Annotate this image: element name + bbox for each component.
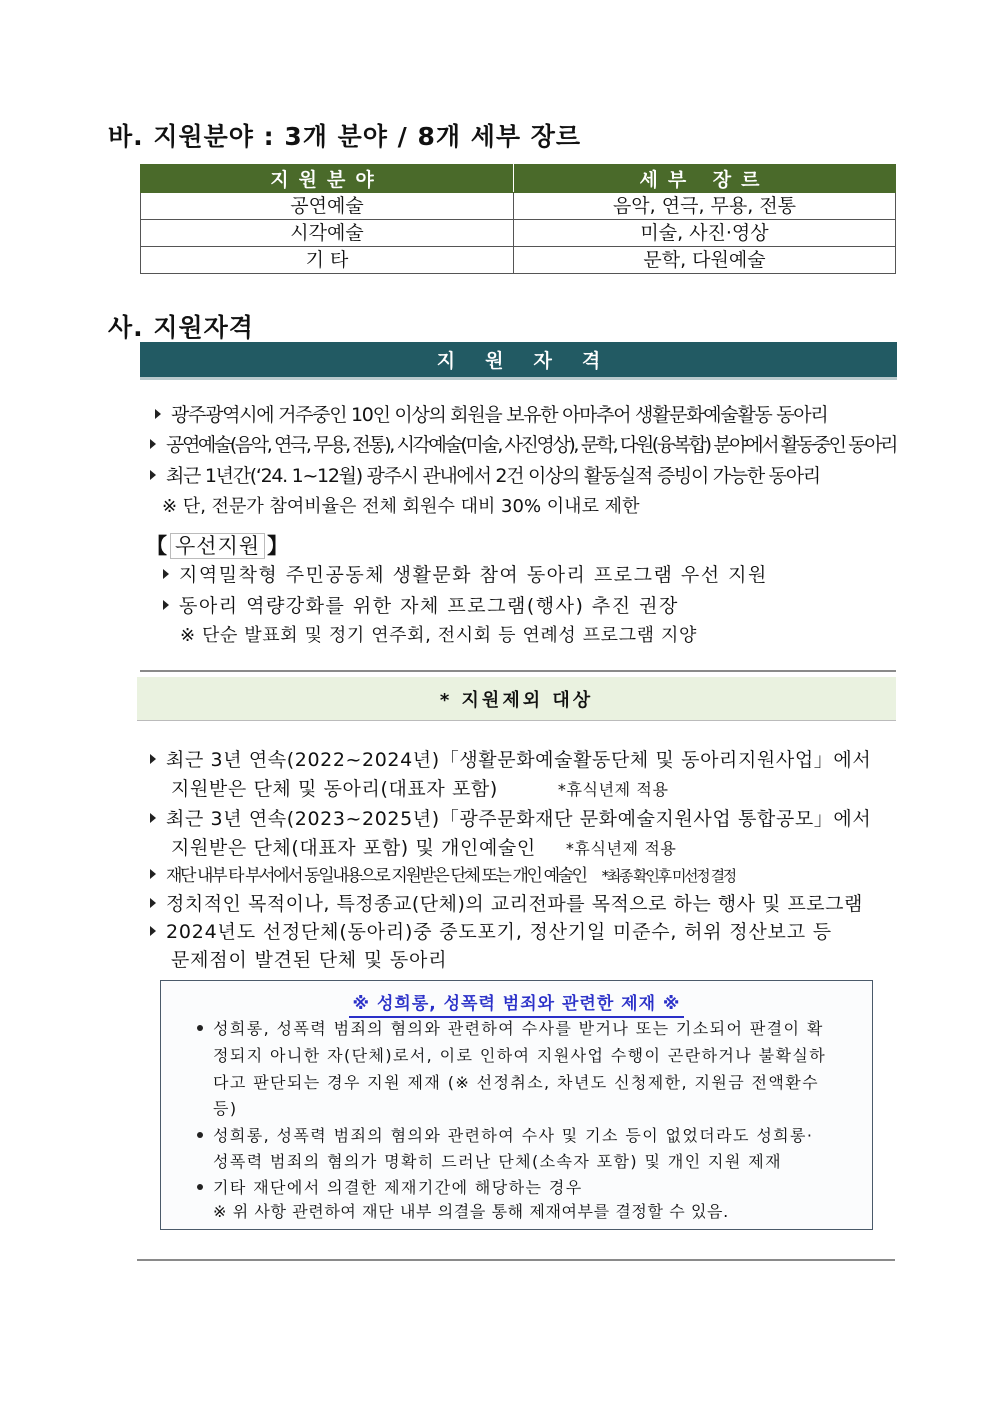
triangle-bullet-icon [150,470,156,480]
table-cell-genre: 문학, 다원예술 [514,247,896,274]
priority-heading [146,533,289,559]
harassment-text: 성희롱, 성폭력 범죄의 혐의와 관련하여 수사 및 기소 등이 없었더라도 성희롱· [213,1126,814,1145]
exclusion-heading: * 지원제외 대상 [137,677,896,721]
exclusion-item-continued: 문제점이 발견된 단체 및 동아리 [171,949,448,971]
table-cell-genre: 음악, 연극, 무용, 전통 [514,193,896,220]
harassment-text: 다고 판단되는 경우 지원 제재 (※ 선정취소, 차년도 신청제한, 지원금 전액환수 [213,1073,819,1092]
harassment-bullet [197,1125,813,1147]
triangle-bullet-icon [163,600,169,610]
exclusion-item-note: *휴식년제 적용 [565,839,677,858]
exclusion-item-text: 지원받은 단체 및 동아리(대표자 포함) [171,778,498,800]
table-row [141,193,896,220]
exclusion-item-continued [171,777,669,802]
priority-bracket-close: 】 [267,534,290,558]
table-cell-field: 공연예술 [141,193,514,220]
qualification-item-text: 광주광역시에 거주중인 10인 이상의 회원을 보유한 아마추어 생활문화예술활동 동아리 [171,404,828,426]
priority-item-text: 지역밀착형 주민공동체 생활문화 참여 동아리 프로그램 우선 지원 [179,564,768,586]
triangle-bullet-icon [155,409,161,419]
exclusion-item [150,807,871,831]
exclusion-item-text: 재단 내부 타 부서에서 동일내용으로 지원받은 단체 또는 개인 예술인 [166,866,586,886]
exclusion-item-continued [171,836,676,861]
exclusion-item-note: *휴식년제 적용 [557,780,669,799]
harassment-text: 기타 재단에서 의결한 제재기간에 해당하는 경우 [213,1178,583,1197]
table-header-genre: 세부 장르 [514,165,896,193]
priority-item-text: 동아리 역량강화를 위한 자체 프로그램(행사) 추진 권장 [179,595,679,617]
qualification-item [150,464,820,488]
table-row [141,247,896,274]
table-header-row [141,165,896,193]
harassment-sanction-box [160,980,873,1230]
triangle-bullet-icon [163,569,169,579]
table-cell-genre: 미술, 사진·영상 [514,220,896,247]
harassment-title [161,989,872,1014]
section-title-support-field: 바. 지원분야 : 3개 분야 / 8개 세부 장르 [108,122,581,151]
harassment-text: 성희롱, 성폭력 범죄의 혐의와 관련하여 수사를 받거나 또는 기소되어 판결이 확 [213,1019,824,1038]
exclusion-item-text: 정치적인 목적이나, 특정종교(단체)의 교리전파를 목적으로 하는 행사 및 프로그램 [166,893,863,915]
harassment-text: 등) [213,1099,238,1118]
qualification-item [155,403,827,427]
exclusion-item-text: 최근 3년 연속(2023~2025년)「광주문화재단 문화예술지원사업 통합공모」에서 [166,808,872,830]
qualification-item-text: 공연예술(음악, 연극, 무용, 전통), 시각예술(미술, 사진영상), 문학, 다원(융복합) 분야에서 활동중인 동아리 [166,434,897,456]
triangle-bullet-icon [150,926,156,936]
triangle-bullet-icon [150,754,156,764]
priority-item [163,594,679,618]
triangle-bullet-icon [150,869,156,879]
bullet-dot-icon [197,1025,203,1031]
harassment-text: 성폭력 범죄의 혐의가 명확히 드러난 단체(소속자 포함) 및 개인 지원 제재 [213,1152,782,1171]
section-title-qualification: 사. 지원자격 [108,313,254,342]
harassment-title-text: ※ 성희롱, 성폭력 범죄와 관련한 제재 ※ [349,994,685,1018]
exclusion-item [150,920,832,944]
exclusion-item-note: *최종 확인후 미선정 결정 [601,867,735,885]
divider [140,670,896,672]
support-field-table [140,164,896,274]
table-header-field: 지원분야 [141,165,514,193]
triangle-bullet-icon [150,439,156,449]
exclusion-item [150,748,871,772]
table-row [141,220,896,247]
exclusion-item [150,864,735,888]
exclusion-item-text: 지원받은 단체(대표자 포함) 및 개인예술인 [171,837,536,859]
qualification-note: ※ 단, 전문가 참여비율은 전체 회원수 대비 30% 이내로 제한 [162,496,640,517]
bullet-dot-icon [197,1132,203,1138]
divider [137,1259,895,1261]
harassment-note: ※ 위 사항 관련하여 재단 내부 의결을 통해 제재여부를 결정할 수 있음. [213,1202,729,1221]
triangle-bullet-icon [150,813,156,823]
qualification-item [150,433,896,457]
qualification-item-text: 최근 1년간(‘24. 1~12월) 광주시 관내에서 2건 이상의 활동실적 증빙이 가능한 동아리 [166,465,820,487]
triangle-bullet-icon [150,898,156,908]
qualification-bar: 지원자격 [140,342,897,380]
priority-item [163,563,768,587]
table-cell-field: 기 타 [141,247,514,274]
exclusion-item [150,892,863,916]
priority-bracket-open: 【 [146,534,168,558]
harassment-bullet [197,1018,824,1040]
exclusion-item-text: 최근 3년 연속(2022~2024년)「생활문화예술활동단체 및 동아리지원사업」에서 [166,749,872,771]
bullet-dot-icon [197,1184,203,1190]
priority-note: ※ 단순 발표회 및 정기 연주회, 전시회 등 연례성 프로그램 지양 [180,625,697,646]
table-cell-field: 시각예술 [141,220,514,247]
priority-label: 우선지원 [170,533,265,559]
exclusion-item-text: 2024년도 선정단체(동아리)중 중도포기, 정산기일 미준수, 허위 정산보고 등 [166,921,832,943]
harassment-bullet [197,1177,583,1199]
harassment-text: 정되지 아니한 자(단체)로서, 이로 인하여 지원사업 수행이 곤란하거나 불확실하 [213,1046,827,1065]
